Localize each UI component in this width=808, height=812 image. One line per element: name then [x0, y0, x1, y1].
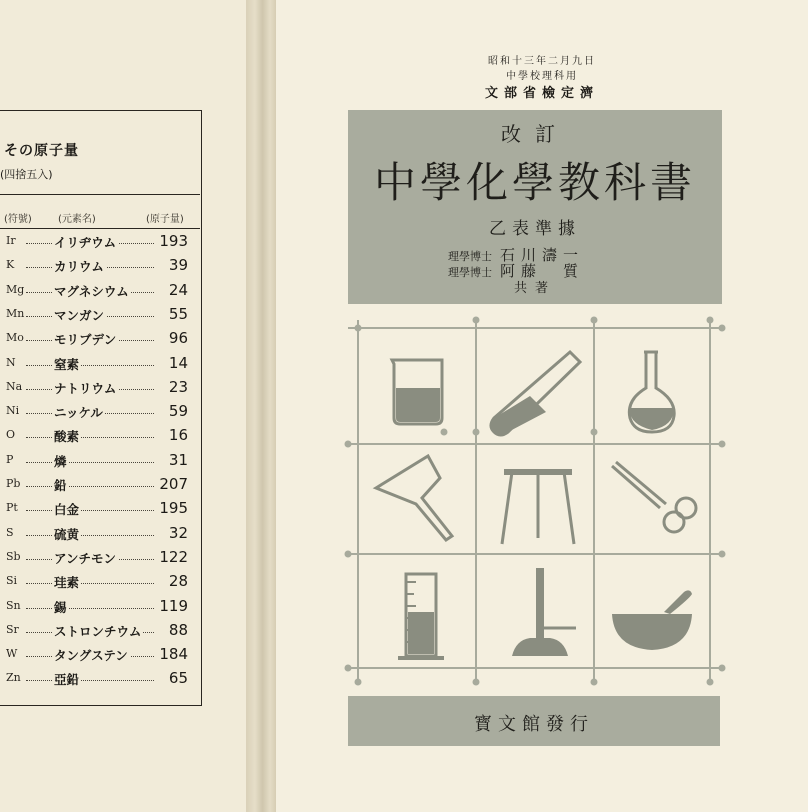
author-2-name: 阿藤 質	[500, 262, 585, 280]
element-name: タングステン	[54, 648, 128, 664]
table-row	[0, 522, 200, 546]
atomic-weight: 24	[168, 280, 188, 299]
atomic-weight: 195	[159, 499, 188, 518]
tongs-icon	[612, 462, 696, 532]
leader-dots	[26, 559, 52, 560]
column-header-element: (元素名)	[58, 214, 96, 225]
leader-dots	[26, 680, 52, 681]
approval-date: 昭和十三年二月九日	[488, 56, 596, 67]
leader-dots	[26, 389, 52, 390]
atomic-weight: 65	[168, 669, 188, 688]
book-title: 中學化學教科書	[373, 158, 696, 207]
book-subtitle: 乙表準據	[489, 219, 581, 239]
element-symbol: N	[6, 355, 16, 369]
element-name: ストロンチウム	[54, 623, 142, 639]
atomic-weight: 122	[159, 547, 188, 566]
leader-dots	[26, 365, 52, 366]
table-row	[0, 279, 200, 303]
table-row	[0, 400, 200, 424]
element-name: 珪素	[54, 575, 80, 591]
element-name: 亞鉛	[54, 672, 80, 688]
element-symbol: Sb	[6, 549, 21, 563]
element-symbol: P	[6, 452, 14, 466]
atomic-weight: 32	[168, 523, 188, 542]
leader-dots	[26, 608, 52, 609]
author-1-name: 石川濤一	[500, 246, 585, 264]
atomic-weight: 28	[168, 572, 188, 591]
table-title: その原子量	[4, 143, 79, 159]
leader-dots	[26, 535, 52, 536]
element-symbol: S	[6, 525, 14, 539]
table-row	[0, 327, 200, 351]
table-header-rule	[0, 228, 200, 229]
leader-dots	[54, 608, 154, 609]
atomic-weight: 16	[168, 426, 188, 445]
element-name: 酸素	[54, 429, 80, 445]
coauthored-label: 共著	[513, 281, 556, 296]
element-symbol: Na	[6, 379, 23, 393]
tripod-icon	[502, 472, 574, 544]
table-row	[0, 230, 200, 254]
table-row	[0, 497, 200, 521]
element-name: 燐	[54, 453, 67, 469]
table-row	[0, 570, 200, 594]
leader-dots	[26, 292, 52, 293]
element-name: カリウム	[54, 259, 104, 275]
element-name: ナトリウム	[54, 380, 117, 396]
graduated-cylinder-icon	[398, 574, 444, 658]
atomic-weight: 96	[168, 329, 188, 348]
atomic-weight: 207	[159, 475, 188, 493]
table-row	[0, 303, 200, 327]
funnel-icon	[376, 456, 452, 540]
element-symbol: Si	[6, 574, 18, 588]
element-name: 硫黄	[54, 526, 80, 542]
table-row	[0, 449, 200, 473]
element-symbol: K	[6, 258, 15, 272]
leader-dots	[26, 486, 52, 487]
element-name: 窒素	[54, 356, 80, 372]
table-row	[0, 352, 200, 376]
element-symbol: Mo	[6, 331, 24, 345]
leader-dots	[26, 632, 52, 633]
table-row	[0, 667, 200, 691]
element-symbol: W	[6, 647, 18, 661]
table-row	[0, 473, 200, 497]
revised-label: 改訂	[501, 122, 569, 146]
leader-dots	[26, 316, 52, 317]
element-symbol: Zn	[6, 671, 21, 685]
leader-dots	[54, 462, 154, 463]
table-row	[0, 595, 200, 619]
table-row	[0, 643, 200, 667]
leader-dots	[26, 462, 52, 463]
book-spine	[246, 0, 276, 812]
element-symbol: O	[6, 428, 16, 442]
element-symbol: Pt	[6, 501, 18, 515]
atomic-weight: 23	[168, 377, 188, 396]
element-name: 錫	[54, 599, 67, 615]
table-rule	[0, 194, 200, 195]
atomic-weight: 193	[159, 232, 188, 250]
element-symbol: Sn	[6, 598, 21, 612]
atomic-weight: 14	[168, 353, 188, 372]
column-header-weight: (原子量)	[146, 214, 184, 225]
leader-dots	[26, 656, 52, 657]
table-row	[0, 376, 200, 400]
element-symbol: Mg	[6, 282, 25, 296]
element-name: 白金	[54, 502, 80, 518]
element-name: 鉛	[54, 478, 67, 493]
element-name: マンガン	[54, 307, 105, 323]
atomic-weight: 59	[168, 402, 188, 421]
element-name: マグネシウム	[54, 283, 129, 299]
element-symbol: Ir	[6, 234, 16, 247]
atomic-weight: 39	[168, 256, 188, 275]
test-tube-icon	[491, 352, 580, 435]
atomic-weight: 119	[159, 596, 188, 615]
element-symbol: Pb	[6, 477, 21, 490]
atomic-weight: 55	[168, 304, 188, 323]
table-row	[0, 619, 200, 643]
table-row	[0, 424, 200, 448]
element-name: アンチモン	[54, 550, 117, 566]
beaker-icon	[392, 360, 442, 424]
mortar-pestle-icon	[612, 590, 692, 650]
element-name: ニッケル	[54, 405, 103, 421]
leader-dots	[26, 583, 52, 584]
approval-use: 中學校理科用	[506, 71, 578, 82]
publisher-label: 寳文館發行	[474, 714, 594, 735]
table-row	[0, 254, 200, 278]
table-row	[0, 546, 200, 570]
element-name: モリブデン	[54, 332, 117, 348]
element-symbol: Sr	[6, 622, 19, 636]
element-symbol: Ni	[6, 404, 20, 418]
leader-dots	[26, 243, 52, 244]
leader-dots	[54, 486, 154, 487]
author-1-degree: 理學博士	[448, 250, 492, 263]
atomic-weight: 88	[168, 620, 188, 639]
atomic-weight: 184	[159, 645, 188, 664]
table-note: (四捨五入)	[0, 168, 53, 181]
approval-ministry: 文部省檢定濟	[484, 86, 599, 101]
leader-dots	[26, 267, 52, 268]
leader-dots	[26, 437, 52, 438]
leader-dots	[26, 413, 52, 414]
bunsen-burner-icon	[512, 568, 576, 656]
author-2-degree: 理學博士	[448, 266, 492, 279]
element-name: イリヂウム	[54, 235, 117, 250]
atomic-weight: 31	[168, 450, 188, 469]
element-symbol: Mn	[6, 306, 25, 320]
leader-dots	[26, 340, 52, 341]
column-header-symbol: (符號)	[4, 214, 32, 225]
lab-equipment-grid	[340, 312, 730, 692]
flask-icon	[629, 352, 674, 432]
leader-dots	[26, 510, 52, 511]
